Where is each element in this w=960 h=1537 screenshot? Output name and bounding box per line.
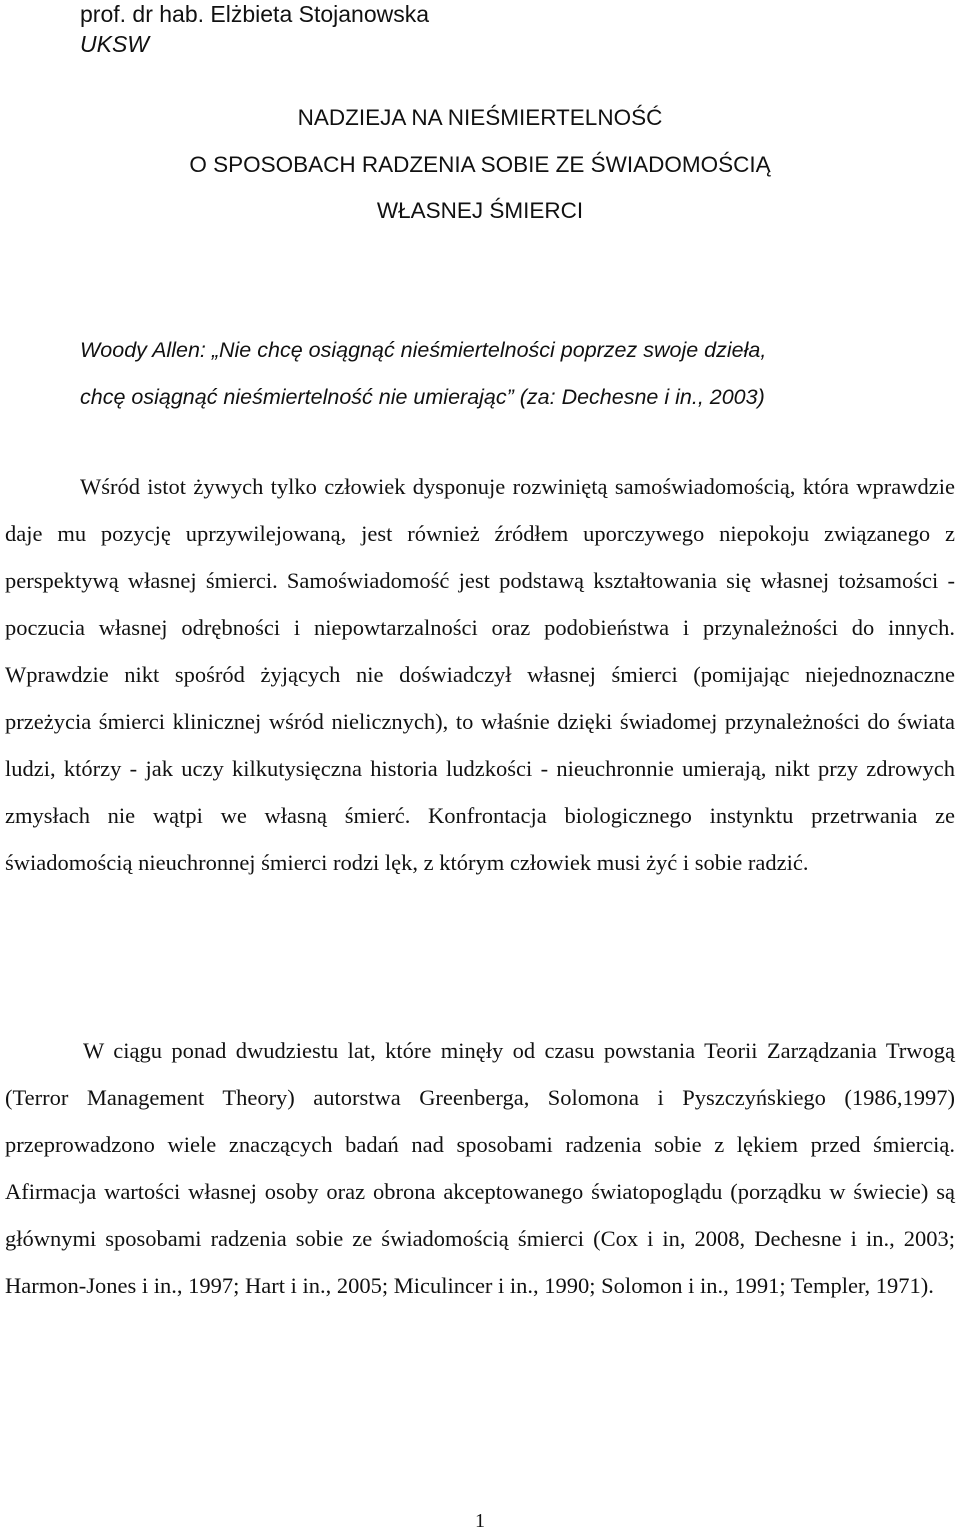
author-affiliation: UKSW [80,31,149,57]
title-line-3: WŁASNEJ ŚMIERCI [376,198,584,223]
author-name: prof. dr hab. Elżbieta Stojanowska [80,1,430,27]
paragraph-2: W ciągu ponad dwudziestu lat, które minęły od czasu powstania Teorii Zarządzania Trwogą (Terror Management Theory) autorstwa Greenberga, Solomona i Pyszczyńskiego (1986,1997) przeprowadzono wiele znaczących badań nad sposobami radzenia sobie z lękiem przed śmiercią. Afirmacja wartości własnej osoby oraz obrona akceptowanego światopoglądu (porządku w świecie) są głównymi sposobami radzenia sobie ze świadomością śmierci (Cox i in, 2008, Dechesne i in., 2003; Harmon-Jones i in., 1997; Hart i in., 2005; Miculincer i in., 1990; Solomon i in., 1991; Templer, 1971). [5,1038,955,1298]
title-line-2: O SPOSOBACH RADZENIA SOBIE ZE ŚWIADOMOŚCIĄ [189,152,771,177]
motto-line-2: chcę osiągnąć nieśmiertelność nie umierając” (za: Dechesne i in., 2003) [80,385,765,409]
paragraph-1: Wśród istot żywych tylko człowiek dysponuje rozwiniętą samoświadomością, która wprawdzie daje mu pozycję uprzywilejowaną, jest również źródłem uporczywego niepokoju związanego z perspektywą własnej śmierci. Samoświadomość jest podstawą kształtowania się własnej tożsamości - poczucia własnej odrębności i niepowtarzalności oraz podobieństwa i przynależności do innych. Wprawdzie nikt spośród żyjących nie doświadczył własnej śmierci (pomijając niejednoznaczne przeżycia śmierci klinicznej wśród nielicznych), to właśnie dzięki świadomej przynależności do świata ludzi, którzy - jak uczy kilkutysięczna historia ludzkości - nieuchronnie umierają, nikt przy zdrowych zmysłach nie wątpi we własną śmierć. Konfrontacja biologicznego instynktu przetrwania ze świadomością nieuchronnej śmierci rodzi lęk, z którym człowiek musi żyć i sobie radzić. [5,474,955,875]
motto-line-1: Woody Allen: „Nie chcę osiągnąć nieśmiertelności poprzez swoje dzieła, [80,338,767,362]
page-number: 1 [475,1510,485,1532]
title-line-1: NADZIEJA NA NIEŚMIERTELNOŚĆ [297,105,663,130]
